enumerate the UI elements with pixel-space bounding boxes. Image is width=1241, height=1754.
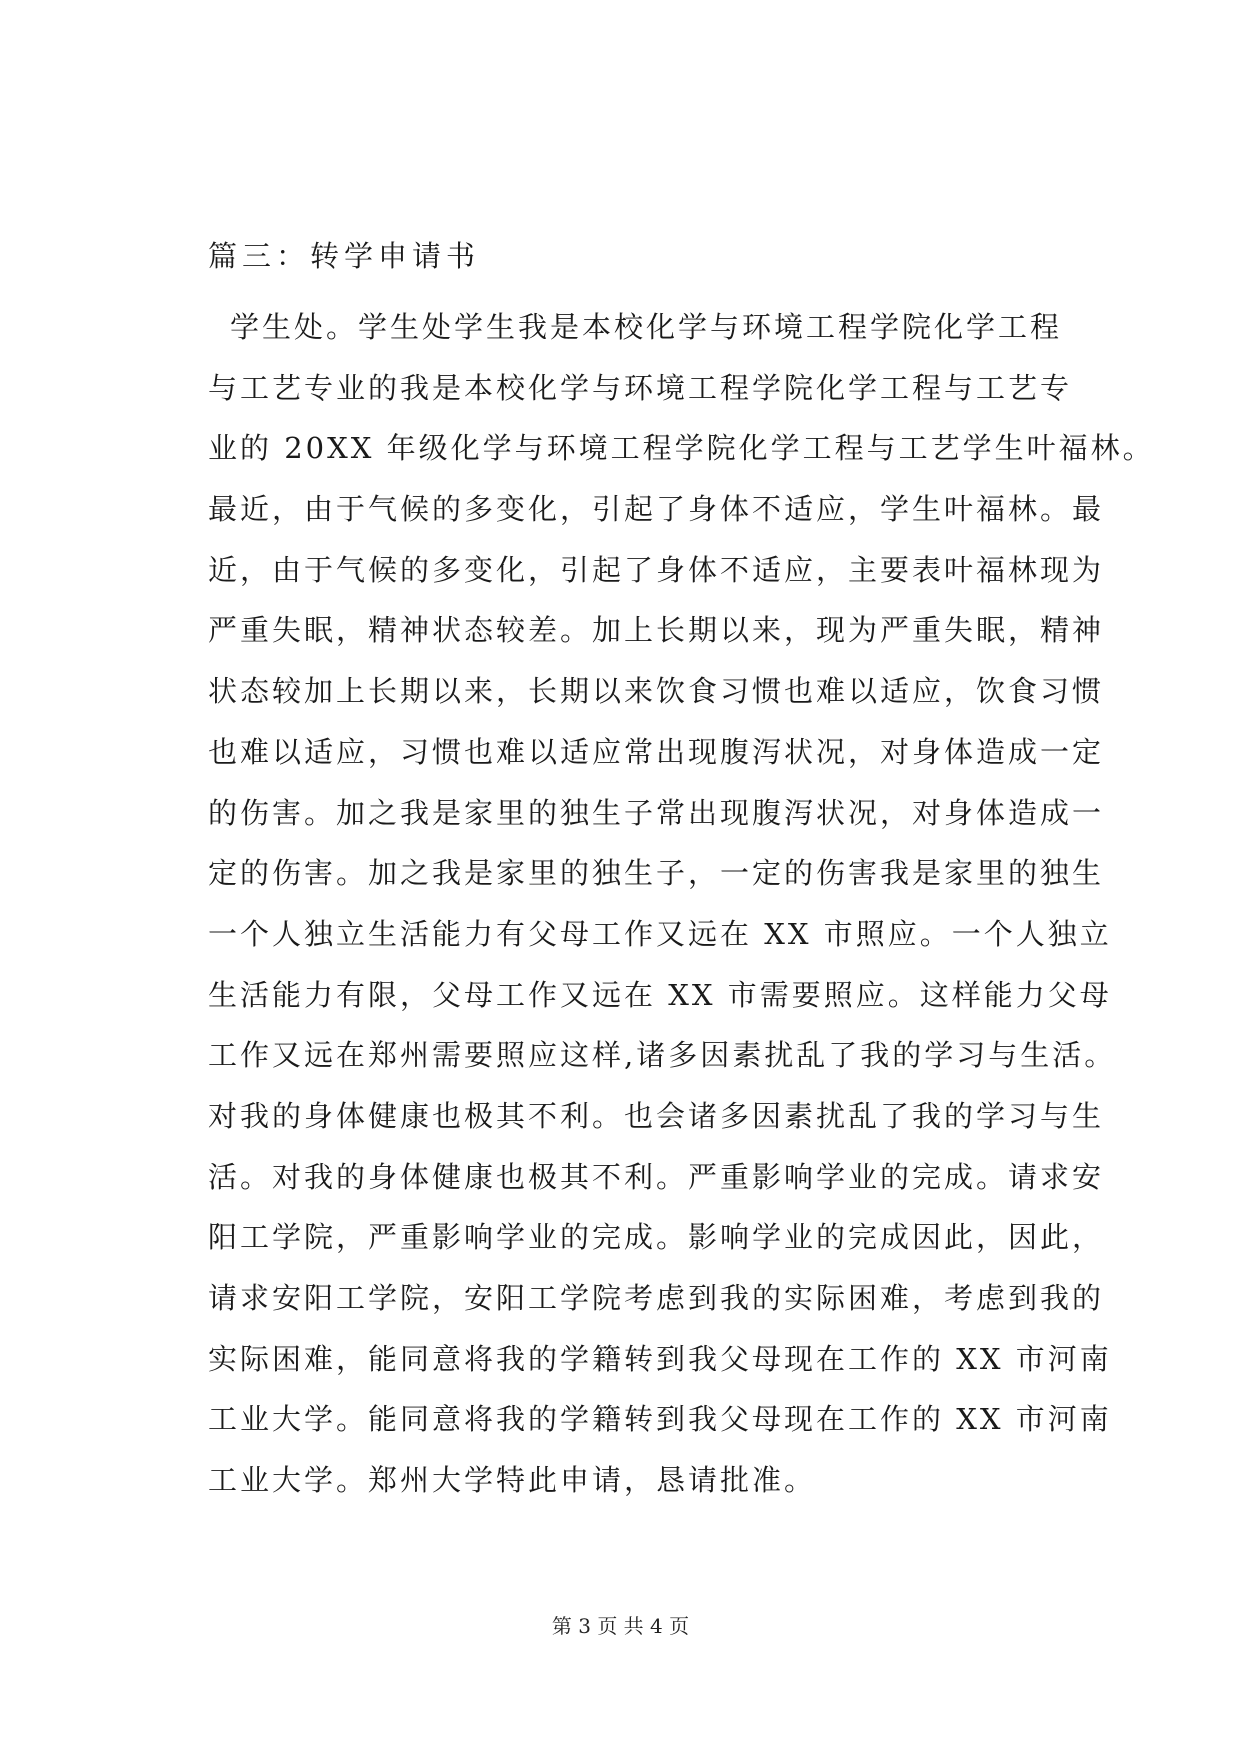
paragraph-line: 业的 20XX 年级化学与环境工程学院化学工程与工艺学生叶福林。 bbox=[208, 431, 1155, 466]
paragraph-line: 工业大学。郑州大学特此申请，恳请批准。 bbox=[208, 1463, 817, 1498]
paragraph-line: 请求安阳工学院，安阳工学院考虑到我的实际困难，考虑到我的 bbox=[208, 1281, 1105, 1315]
paragraph-line: 对我的身体健康也极其不利。也会诸多因素扰乱了我的学习与生 bbox=[208, 1098, 1105, 1133]
paragraph-line: 与工艺专业的我是本校化学与环境工程学院化学工程与工艺专 bbox=[208, 370, 1073, 405]
paragraph-line: 最近，由于气候的多变化，引起了身体不适应，学生叶福林。最 bbox=[208, 492, 1105, 527]
page-number-footer: 第 3 页 共 4 页 bbox=[551, 1614, 690, 1638]
paragraph-line: 活。对我的身体健康也极其不利。严重影响学业的完成。请求安 bbox=[208, 1159, 1105, 1194]
paragraph-line: 一个人独立生活能力有父母工作又远在 XX 市照应。一个人独立 bbox=[208, 916, 1112, 951]
paragraph-line: 近，由于气候的多变化，引起了身体不适应，主要表叶福林现为 bbox=[208, 552, 1105, 587]
paragraph-line: 学生处。学生处学生我是本校化学与环境工程学院化学工程 bbox=[230, 310, 1063, 344]
paragraph-line: 实际困难，能同意将我的学籍转到我父母现在工作的 XX 市河南 bbox=[208, 1341, 1112, 1376]
section-heading: 篇三：转学申请书 bbox=[208, 239, 481, 273]
paragraph-line: 工业大学。能同意将我的学籍转到我父母现在工作的 XX 市河南 bbox=[208, 1402, 1112, 1437]
paragraph-line: 严重失眠，精神状态较差。加上长期以来，现为严重失眠，精神 bbox=[208, 613, 1105, 648]
paragraph-line: 定的伤害。加之我是家里的独生子，一定的伤害我是家里的独生 bbox=[208, 856, 1105, 891]
paragraph-line: 阳工学院，严重影响学业的完成。影响学业的完成因此，因此， bbox=[208, 1220, 1105, 1255]
paragraph-line: 生活能力有限，父母工作又远在 XX 市需要照应。这样能力父母 bbox=[208, 977, 1112, 1012]
paragraph-line: 的伤害。加之我是家里的独生子常出现腹泻状况，对身体造成一 bbox=[208, 795, 1105, 830]
paragraph-line: 工作又远在郑州需要照应这样,诸多因素扰乱了我的学习与生活。 bbox=[208, 1038, 1117, 1073]
paragraph-line: 也难以适应，习惯也难以适应常出现腹泻状况，对身体造成一定 bbox=[208, 734, 1105, 769]
body-paragraph bbox=[208, 297, 1208, 1511]
paragraph-line: 状态较加上长期以来，长期以来饮食习惯也难以适应，饮食习惯 bbox=[208, 674, 1105, 709]
